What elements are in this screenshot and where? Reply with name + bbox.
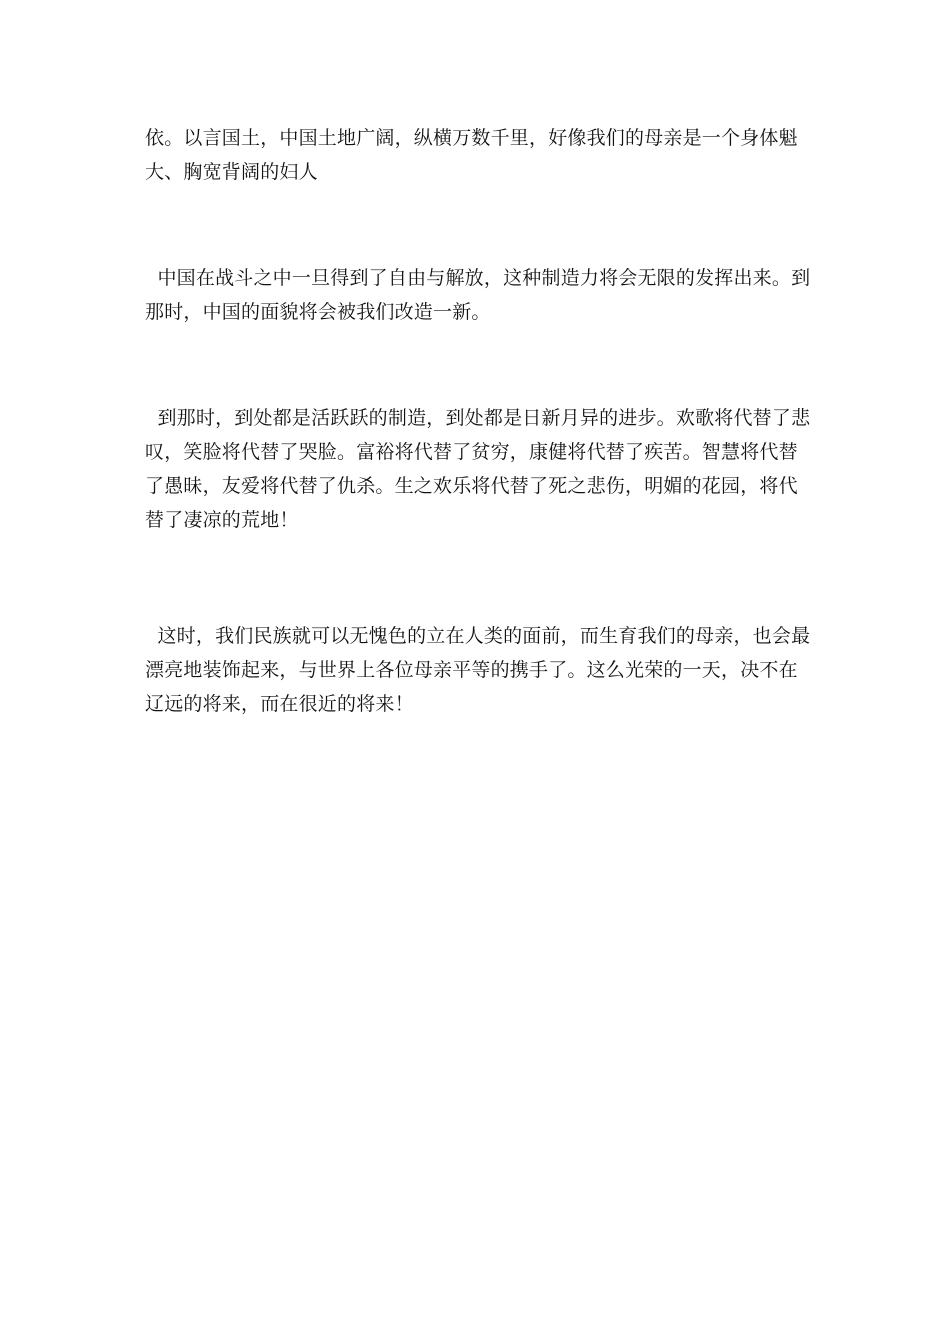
paragraph-line: 辽远的将来，而在很近的将来！ bbox=[145, 693, 414, 715]
paragraph-line: 中国在战斗之中一旦得到了自由与解放，这种制造力将会无限的发挥出来。到 bbox=[145, 267, 811, 289]
paragraph-2 bbox=[145, 261, 810, 329]
paragraph-line: 叹，笑脸将代替了哭脸。富裕将代替了贫穷，康健将代替了疾苦。智慧将代替 bbox=[145, 441, 798, 463]
paragraph-line: 这时，我们民族就可以无愧色的立在人类的面前，而生育我们的母亲，也会最 bbox=[145, 625, 811, 647]
paragraph-4 bbox=[145, 619, 810, 721]
paragraph-line: 漂亮地装饰起来，与世界上各位母亲平等的携手了。这么光荣的一天，决不在 bbox=[145, 659, 798, 681]
paragraph-line: 替了凄凉的荒地！ bbox=[145, 509, 299, 531]
paragraph-3 bbox=[145, 401, 810, 537]
paragraph-1 bbox=[145, 121, 810, 189]
paragraph-line: 了愚昧，友爱将代替了仇杀。生之欢乐将代替了死之悲伤，明媚的花园，将代 bbox=[145, 475, 798, 497]
paragraph-line: 到那时，到处都是活跃跃的制造，到处都是日新月异的进步。欢歌将代替了悲 bbox=[145, 407, 811, 429]
paragraph-line: 依。以言国土，中国土地广阔，纵横万数千里，好像我们的母亲是一个身体魁 bbox=[145, 127, 798, 149]
paragraph-line: 那时，中国的面貌将会被我们改造一新。 bbox=[145, 301, 491, 323]
paragraph-line: 大、胸宽背阔的妇人 bbox=[145, 161, 318, 183]
